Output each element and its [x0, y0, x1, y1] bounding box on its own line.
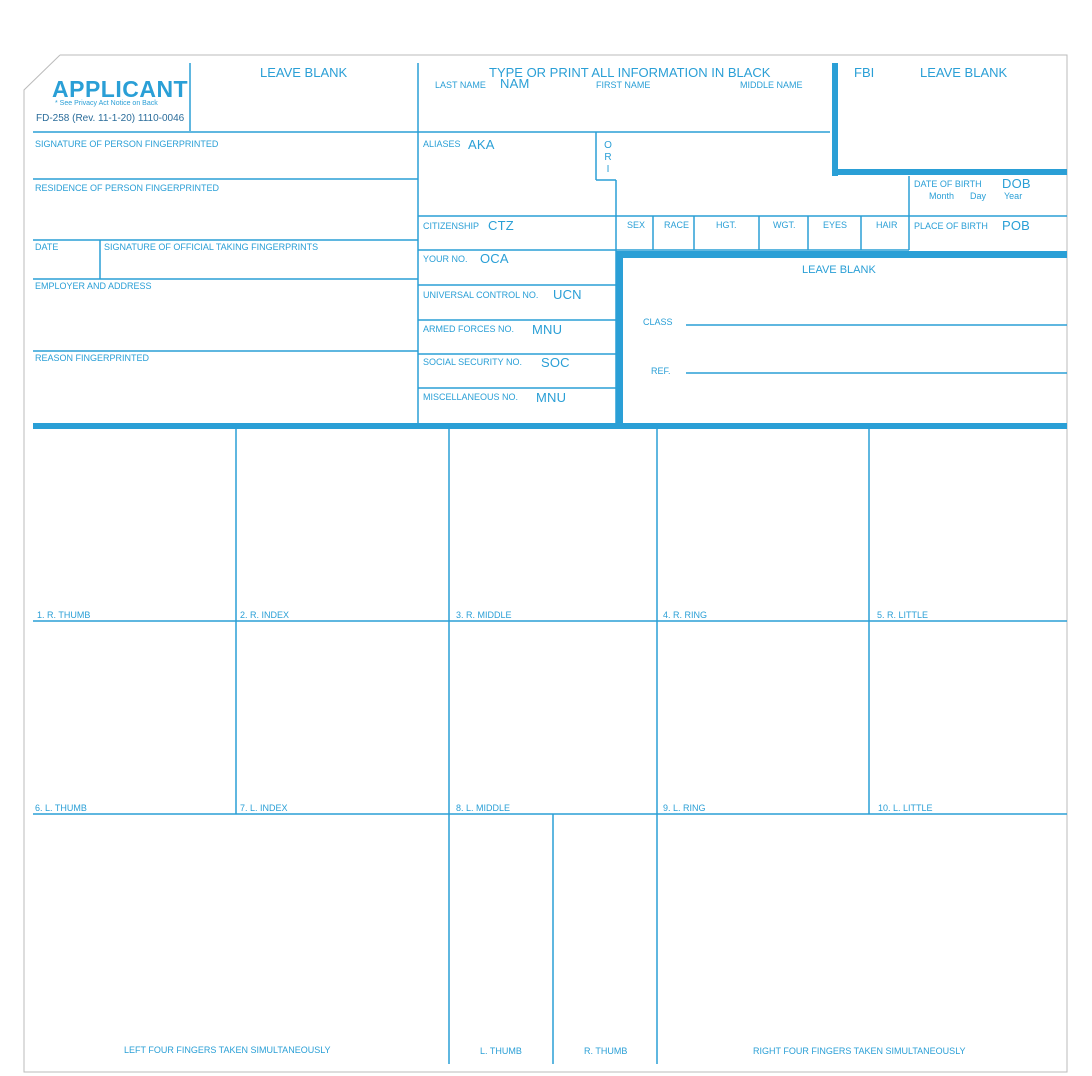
aliases-label: ALIASES — [423, 139, 461, 149]
first-name-label: FIRST NAME — [596, 80, 651, 90]
l-thumb-plain-label: L. THUMB — [480, 1046, 522, 1056]
residence-label: RESIDENCE OF PERSON FINGERPRINTED — [35, 183, 220, 193]
official-signature-label: SIGNATURE OF OFFICIAL TAKING FINGERPRINTS — [104, 242, 319, 252]
citizenship-label: CITIZENSHIP — [423, 221, 480, 231]
ref-label: REF. — [651, 366, 671, 376]
armed-forces-label: ARMED FORCES NO. — [423, 324, 515, 334]
sex-label: SEX — [627, 220, 646, 230]
ucn-label: UNIVERSAL CONTROL NO. — [423, 290, 539, 300]
fbi-label: FBI — [854, 65, 875, 80]
citizenship-code: CTZ — [488, 218, 514, 233]
left-four-label: LEFT FOUR FINGERS TAKEN SIMULTANEOUSLY — [124, 1045, 331, 1055]
leave-blank-left: LEAVE BLANK — [260, 65, 348, 80]
ssn-code: SOC — [541, 355, 570, 370]
l-little-label: 10. L. LITTLE — [878, 803, 933, 813]
day-label: Day — [970, 191, 987, 201]
wgt-label: WGT. — [773, 220, 796, 230]
instruction-text: TYPE OR PRINT ALL INFORMATION IN BLACK — [489, 65, 771, 80]
l-index-label: 7. L. INDEX — [240, 803, 288, 813]
pob-code: POB — [1002, 218, 1031, 233]
misc-label: MISCELLANEOUS NO. — [423, 392, 519, 402]
right-four-label: RIGHT FOUR FINGERS TAKEN SIMULTANEOUSLY — [753, 1046, 966, 1056]
class-label: CLASS — [643, 317, 673, 327]
r-ring-label: 4. R. RING — [663, 610, 708, 620]
race-label: RACE — [664, 220, 690, 230]
last-name-label: LAST NAME — [435, 80, 486, 90]
l-middle-label: 8. L. MIDDLE — [456, 803, 511, 813]
signature-label: SIGNATURE OF PERSON FINGERPRINTED — [35, 139, 219, 149]
ssn-label: SOCIAL SECURITY NO. — [423, 357, 523, 367]
your-no-code: OCA — [480, 251, 509, 266]
your-no-label: YOUR NO. — [423, 254, 468, 264]
r-little-label: 5. R. LITTLE — [877, 610, 929, 620]
hgt-label: HGT. — [716, 220, 737, 230]
armed-forces-code: MNU — [532, 322, 563, 337]
reason-label: REASON FINGERPRINTED — [35, 353, 150, 363]
leave-blank-mid: LEAVE BLANK — [802, 264, 876, 276]
pob-label: PLACE OF BIRTH — [914, 221, 988, 231]
employer-label: EMPLOYER AND ADDRESS — [35, 281, 152, 291]
form-number: FD-258 (Rev. 11-1-20) 1110-0046 — [36, 113, 185, 124]
hair-label: HAIR — [876, 220, 898, 230]
month-label: Month — [929, 191, 955, 201]
l-ring-label: 9. L. RING — [663, 803, 706, 813]
dob-label: DATE OF BIRTH — [914, 179, 982, 189]
r-thumb-plain-label: R. THUMB — [584, 1046, 628, 1056]
r-index-label: 2. R. INDEX — [240, 610, 290, 620]
ori-label: O R I — [604, 140, 612, 175]
name-code: NAM — [500, 76, 530, 91]
r-middle-label: 3. R. MIDDLE — [456, 610, 512, 620]
l-thumb-label: 6. L. THUMB — [35, 803, 87, 813]
year-label: Year — [1004, 191, 1023, 201]
applicant-title: APPLICANT — [52, 76, 189, 102]
date-label: DATE — [35, 242, 59, 252]
ucn-code: UCN — [553, 287, 582, 302]
misc-code: MNU — [536, 390, 567, 405]
eyes-label: EYES — [823, 220, 848, 230]
r-thumb-label: 1. R. THUMB — [37, 610, 91, 620]
aliases-code: AKA — [468, 137, 495, 152]
leave-blank-right: LEAVE BLANK — [920, 65, 1008, 80]
privacy-note: * See Privacy Act Notice on Back — [55, 100, 158, 107]
middle-name-label: MIDDLE NAME — [740, 80, 803, 90]
dob-code: DOB — [1002, 176, 1031, 191]
